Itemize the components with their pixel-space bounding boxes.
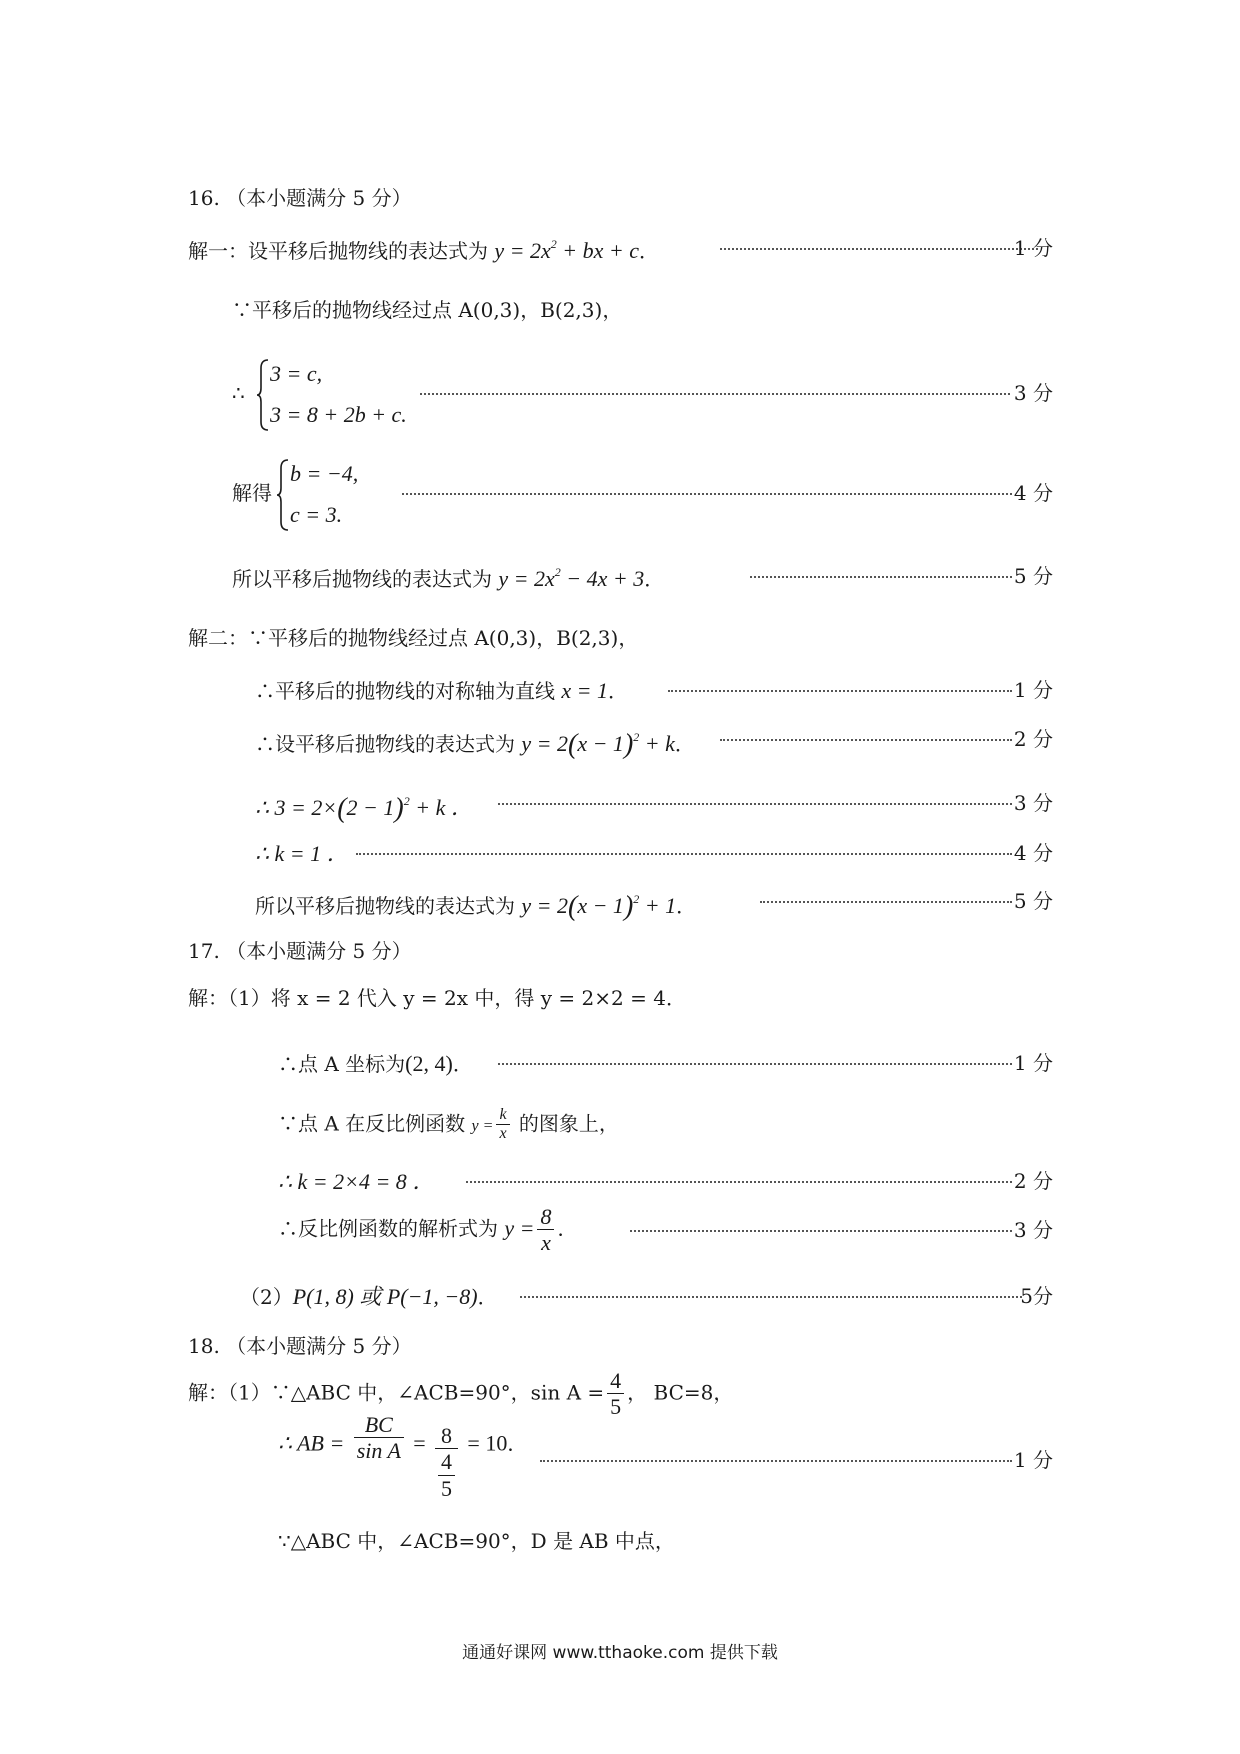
q17-l4-leader [466, 1181, 1012, 1183]
q16-sol2-l6-leader [760, 901, 1012, 903]
q17-l5-text: ∴反比例函数的解析式为 [278, 1216, 498, 1241]
q17-part2-points: 5分 [1020, 1284, 1053, 1308]
q17-l3-pre: ∵点 A 在反比例函数 [278, 1111, 466, 1136]
therefore-symbol: ∴ [232, 381, 245, 405]
q16-sol1-l4-points: 4 分 [1013, 481, 1053, 505]
q16-sol1-l4-text: 解得 [232, 481, 272, 505]
q16-sol2-l1-text: ∵平移后的抛物线经过点 A(0,3)，B(2,3)， [248, 626, 639, 650]
q16-sol2-l3-eq: $y = 2(x - 1)^2 + k$ [521, 729, 675, 760]
q16-sol1-l5-points: 5 分 [1013, 564, 1053, 588]
q17-l4-eq: ∴ k = 2×4 = 8 [278, 1169, 407, 1194]
q17-l4-points: 2 分 [1013, 1169, 1053, 1193]
q16-sol2-l4-points: 3 分 [1013, 791, 1053, 815]
q16-sol2-l5-eq: ∴ k = 1 [255, 841, 322, 866]
q17-l2-points: 1 分 [1013, 1051, 1053, 1075]
q16-sol2-label: 解二： [188, 626, 248, 650]
q16-sol1-l1-text: 设平移后抛物线的表达式为 [248, 239, 488, 263]
q16-sol1-l5-leader [750, 576, 1012, 578]
q17-part2-eq: P(1, 8) 或 P(−1, −8) [292, 1284, 478, 1309]
q17-l2-text: ∴点 A 坐标为 [278, 1052, 406, 1076]
q16-sol1-l2-text: ∵平移后的抛物线经过点 A(0,3)，B(2,3)， [232, 298, 623, 322]
q17-l3-fraction: $\frac{k}{x}$ [496, 1106, 509, 1144]
q18-l2-fraction: $\frac{BC}{\text{sin A}}$ [354, 1412, 404, 1464]
q17-part1: （1）将 x = 2 代入 y = 2x 中，得 y = 2×2 = 4． [228, 986, 686, 1010]
q18-l3-text: ∵△ABC 中，∠ACB=90°，D 是 AB 中点， [278, 1529, 675, 1553]
q17-l5-points: 3 分 [1013, 1218, 1053, 1242]
q16-sol2-l2-text: ∴平移后的抛物线的对称轴为直线 [255, 679, 555, 703]
q16-sol2-l2-eq: x = 1 [561, 678, 608, 703]
q16-sol2-l2-points: 1 分 [1013, 678, 1053, 702]
q16-sol1-l1-points: 1 分 [1013, 236, 1053, 260]
q17-header: 17. （本小题满分 5 分） [188, 939, 412, 963]
q17-l3-post: 的图象上， [518, 1111, 619, 1136]
page-footer: 通通好课网 www.tthaoke.com 提供下载 [462, 1643, 778, 1663]
q16-sol2-l6-text: 所以平移后抛物线的表达式为 [255, 894, 515, 918]
q18-label: 解： [188, 1380, 228, 1405]
q16-sol1-eq2: 3 = 8 + 2b + c. [270, 402, 407, 427]
q16-sol1-l3-points: 3 分 [1013, 381, 1053, 405]
q16-sol1-label: 解一： [188, 239, 248, 263]
q16-sol1-eq1: 3 = c, [270, 361, 323, 386]
q17-l5-leader [630, 1230, 1012, 1232]
q18-l1-fraction: $\frac{4}{5}$ [607, 1368, 624, 1420]
q18-l1-post: ， BC=8， [627, 1380, 734, 1405]
q18-l2-compound-fraction: $\frac{8}{\frac{4}{5}}$ [435, 1423, 458, 1501]
q16-sol2-l4-leader [498, 803, 1012, 805]
q16-sol1-result-eq2: c = 3. [290, 502, 343, 527]
q18-l2-points: 1 分 [1013, 1448, 1053, 1472]
q16-sol1-l1-eq: $y = 2x^2$ + bx + c [494, 237, 639, 263]
q16-sol1-l5-text: 所以平移后抛物线的表达式为 [232, 567, 492, 591]
q16-sol1-l1-leader [720, 248, 1038, 250]
q16-sol2-l6-eq: $y = 2(x - 1)^2 + 1$ [521, 891, 677, 922]
q16-sol2-l5-leader [356, 853, 1012, 855]
q17-part2-leader [520, 1296, 1022, 1298]
q18-header: 18. （本小题满分 5 分） [188, 1334, 412, 1358]
q16-sol1-l4-leader [402, 493, 1012, 495]
q16-header: 16. （本小题满分 5 分） [188, 186, 412, 210]
q16-sol2-l3-points: 2 分 [1013, 727, 1053, 751]
q16-sol2-l3-leader [720, 739, 1012, 741]
q16-sol1-brace [256, 358, 270, 432]
q18-l1-pre: （1）∵△ABC 中，∠ACB=90°，sin A = [228, 1380, 605, 1405]
q16-sol2-l2-leader [668, 690, 1012, 692]
q18-l2-result: = 10 [467, 1430, 508, 1456]
q16-sol1-l3-leader [420, 393, 1010, 395]
q18-l2-leader [540, 1460, 1012, 1462]
q17-l5-fraction: $\frac{8}{x}$ [537, 1204, 554, 1256]
q17-l2-eq: (2, 4) [405, 1051, 453, 1076]
q16-sol1-l5-eq: $y = 2x^2 - 4x + 3$ [498, 565, 645, 591]
q18-l2-pre: ∴ AB = [278, 1430, 345, 1456]
q16-sol2-l3-text: ∴设平移后抛物线的表达式为 [255, 732, 515, 756]
q16-sol1-result-brace [276, 458, 290, 532]
q17-part2-label: （2） [240, 1285, 293, 1309]
q16-sol2-l6-points: 5 分 [1013, 889, 1053, 913]
q17-label: 解： [188, 986, 228, 1010]
q17-l2-leader [498, 1063, 1012, 1065]
q16-sol2-l5-points: 4 分 [1013, 841, 1053, 865]
q16-sol1-result-eq1: b = −4, [290, 461, 359, 486]
q16-sol2-l4-eq: ∴ $3 = 2\times(2 - 1)^2 + k$ ． [255, 793, 473, 824]
